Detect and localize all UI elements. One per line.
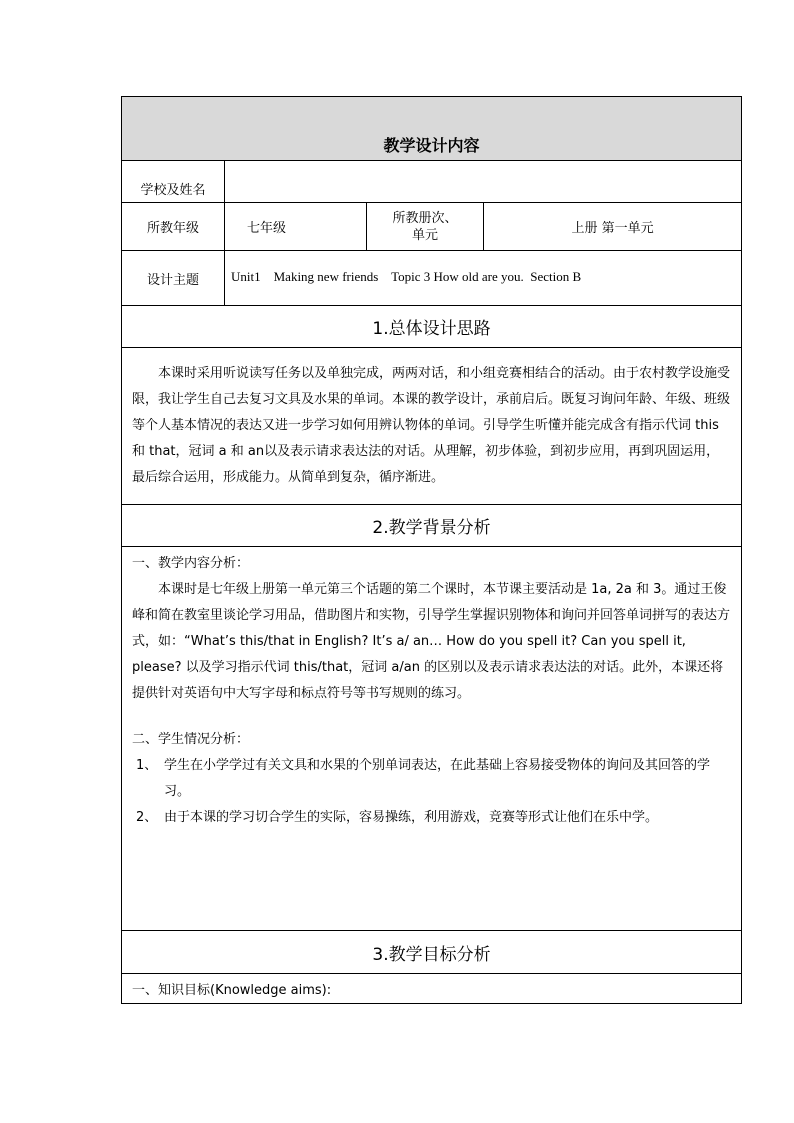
content-analysis-title: 一、教学内容分析： [132,556,250,571]
volume-label-line2: 单元 [411,227,438,243]
list-item-number: 1、 [136,758,158,773]
lesson-design-form [121,96,741,1004]
list-item-number: 2、 [136,810,158,825]
student-analysis-title: 二、学生情况分析： [132,732,250,747]
section-1-body [122,348,742,505]
list-item-text: 由于本课的学习切合学生的实际，容易操练，利用游戏，竞赛等形式让他们在乐中学。 [164,810,659,825]
section-2-heading: 2.教学背景分析 [122,505,742,547]
volume-unit-value: 上册 第一单元 [484,203,742,251]
school-name-value [225,161,742,203]
knowledge-aims-row [122,974,742,1004]
theme-value: Unit1 Making new friends Topic 3 How old are you. Section B [225,251,742,306]
list-item-text: 学生在小学学过有关文具和水果的个别单词表达，在此基础上容易接受物体的询问及其回答的学习。 [164,758,711,799]
grade-label: 所教年级 [122,203,225,251]
section-1-heading: 1.总体设计思路 [122,306,742,348]
document-title: 教学设计内容 [122,97,742,161]
volume-label-line1: 所教册次、 [392,210,458,226]
content-analysis-text: 本课时是七年级上册第一单元第三个话题的第二个课时，本节课主要活动是 1a, 2a 和 3。通过王俊峰和简在教室里谈论学习用品，借助图片和实物，引导学生掌握识别物体和询问并回答单词拼写的表达方式，如：“What’s this/that in English? It’s a/ an… How do you spell it? Can you spell it, please? 以及学习指示代词 this/that，冠词 a/an 的区别以及表示请求表达法的对话。此外，本课还将提供针对英语句中大写字母和标点符号等书写规则的练习。 [132,582,731,701]
knowledge-aims-title: 一、知识目标(Knowledge aims): [132,983,332,998]
list-item [132,805,731,831]
grade-value: 七年级 [225,203,367,251]
section-2-body [122,547,742,931]
list-item [132,753,731,805]
overall-design-text: 本课时采用听说读写任务以及单独完成，两两对话，和小组竞赛相结合的活动。由于农村教学设施受限，我让学生自己去复习文具及水果的单词。本课的教学设计，承前启后。既复习询问年龄、年级、班级等个人基本情况的表达又进一步学习如何用辨认物体的单词。引导学生听懂并能完成含有指示代词 this 和 that，冠词 a 和 an以及表示请求表达法的对话。从理解，初步体验，到初步应用，再到巩固运用，最后综合运用，形成能力。从简单到复杂，循序渐进。 [132,366,731,485]
design-table [121,96,742,1004]
school-name-label: 学校及姓名 [122,161,225,203]
theme-label: 设计主题 [122,251,225,306]
section-3-heading: 3.教学目标分析 [122,931,742,974]
volume-unit-label [367,203,484,251]
